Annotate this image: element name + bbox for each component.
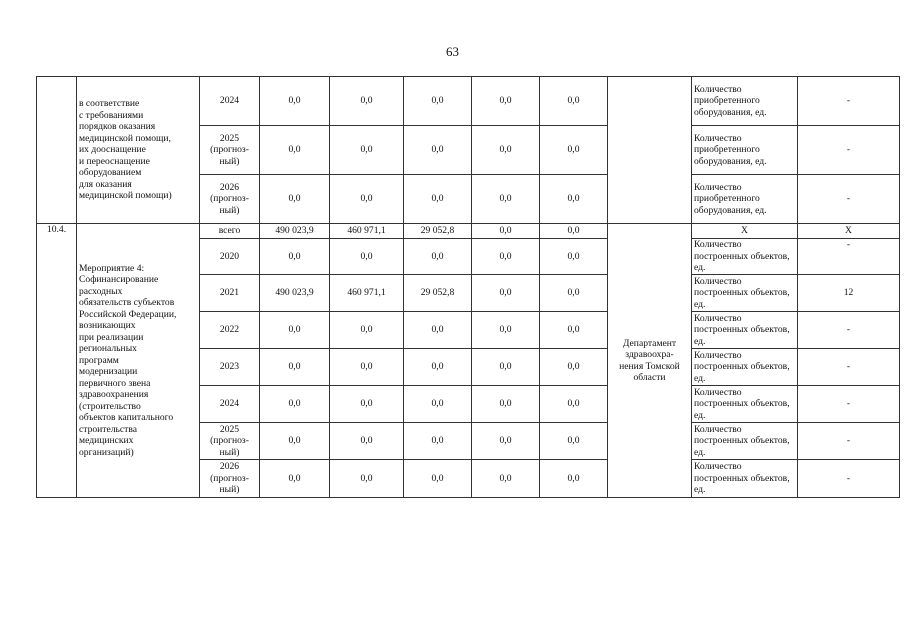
indicator-value-cell: - — [798, 175, 900, 224]
amount-cell: 0,0 — [540, 224, 608, 239]
year-cell: 2026 (прогноз- ный) — [200, 460, 260, 498]
amount-cell: 0,0 — [330, 312, 404, 349]
amount-cell: 0,0 — [260, 175, 330, 224]
table-row — [37, 224, 900, 239]
indicator-cell: Количество построенных объектов, ед. — [692, 386, 798, 423]
amount-cell: 0,0 — [404, 460, 472, 498]
amount-cell: 0,0 — [404, 312, 472, 349]
amount-cell: 490 023,9 — [260, 275, 330, 312]
amount-cell: 0,0 — [330, 77, 404, 126]
amount-cell: 0,0 — [540, 460, 608, 498]
amount-cell: 0,0 — [260, 312, 330, 349]
indicator-value-cell: - — [798, 460, 900, 498]
amount-cell: 0,0 — [260, 423, 330, 460]
amount-cell: 0,0 — [404, 386, 472, 423]
amount-cell: 0,0 — [472, 224, 540, 239]
amount-cell: 490 023,9 — [260, 224, 330, 239]
amount-cell: 0,0 — [260, 386, 330, 423]
measure-description: Мероприятие 4: Софинансирование расходных обязательств субъектов Российской Федерации, возникающих при реализации региональных программ модернизации первичного звена здравоохранения (строительство объектов капитального строительства медицинских организаций) — [77, 224, 200, 498]
amount-cell: 0,0 — [260, 77, 330, 126]
row-number-cell: 10.4. — [37, 224, 77, 498]
year-cell: 2025 (прогноз- ный) — [200, 423, 260, 460]
measure-description: в соответствие с требованиями порядков оказания медицинской помощи, их дооснащение и переоснащение оборудованием для оказания медицинской помощи) — [77, 77, 200, 224]
indicator-value-cell: 12 — [798, 275, 900, 312]
amount-cell: 0,0 — [472, 460, 540, 498]
amount-cell: 0,0 — [404, 126, 472, 175]
indicator-value-cell: - — [798, 126, 900, 175]
amount-cell: 0,0 — [472, 312, 540, 349]
amount-cell: 0,0 — [404, 77, 472, 126]
table-row — [37, 77, 900, 126]
department-cell — [608, 77, 692, 224]
amount-cell: 0,0 — [404, 423, 472, 460]
year-cell: 2022 — [200, 312, 260, 349]
year-cell: всего — [200, 224, 260, 239]
amount-cell: 0,0 — [472, 349, 540, 386]
indicator-cell: Количество построенных объектов, ед. — [692, 460, 798, 498]
indicator-value-cell: - — [798, 239, 900, 275]
amount-cell: 0,0 — [472, 423, 540, 460]
indicator-cell: Количество построенных объектов, ед. — [692, 239, 798, 275]
year-cell: 2020 — [200, 239, 260, 275]
indicator-cell: Количество построенных объектов, ед. — [692, 275, 798, 312]
indicator-value-cell: - — [798, 423, 900, 460]
amount-cell: 0,0 — [260, 349, 330, 386]
indicator-value-cell: - — [798, 349, 900, 386]
year-cell: 2021 — [200, 275, 260, 312]
amount-cell: 0,0 — [540, 77, 608, 126]
program-table — [36, 76, 900, 498]
indicator-cell: Количество построенных объектов, ед. — [692, 312, 798, 349]
amount-cell: 0,0 — [330, 349, 404, 386]
indicator-value-cell: - — [798, 312, 900, 349]
amount-cell: 29 052,8 — [404, 275, 472, 312]
amount-cell: 0,0 — [540, 126, 608, 175]
indicator-value-cell: - — [798, 386, 900, 423]
indicator-cell: X — [692, 224, 798, 239]
year-cell: 2024 — [200, 386, 260, 423]
amount-cell: 0,0 — [330, 126, 404, 175]
amount-cell: 0,0 — [472, 386, 540, 423]
amount-cell: 0,0 — [404, 175, 472, 224]
indicator-value-cell: X — [798, 224, 900, 239]
amount-cell: 0,0 — [540, 386, 608, 423]
indicator-value-cell: - — [798, 77, 900, 126]
department-cell: Департамент здравоохра- нения Томской области — [608, 224, 692, 498]
amount-cell: 0,0 — [330, 460, 404, 498]
row-number-cell — [37, 77, 77, 224]
amount-cell: 0,0 — [472, 126, 540, 175]
amount-cell: 29 052,8 — [404, 224, 472, 239]
amount-cell: 460 971,1 — [330, 224, 404, 239]
amount-cell: 0,0 — [260, 126, 330, 175]
amount-cell: 0,0 — [540, 239, 608, 275]
amount-cell: 0,0 — [540, 312, 608, 349]
amount-cell: 0,0 — [330, 175, 404, 224]
indicator-cell: Количество построенных объектов, ед. — [692, 423, 798, 460]
amount-cell: 0,0 — [260, 460, 330, 498]
amount-cell: 0,0 — [540, 275, 608, 312]
amount-cell: 0,0 — [540, 349, 608, 386]
year-cell: 2026 (прогноз- ный) — [200, 175, 260, 224]
amount-cell: 0,0 — [472, 275, 540, 312]
amount-cell: 0,0 — [472, 239, 540, 275]
amount-cell: 0,0 — [330, 386, 404, 423]
amount-cell: 0,0 — [540, 423, 608, 460]
indicator-cell: Количество приобретенного оборудования, ед. — [692, 77, 798, 126]
amount-cell: 0,0 — [260, 239, 330, 275]
indicator-cell: Количество приобретенного оборудования, ед. — [692, 175, 798, 224]
amount-cell: 0,0 — [404, 349, 472, 386]
amount-cell: 0,0 — [540, 175, 608, 224]
amount-cell: 0,0 — [330, 239, 404, 275]
page-number: 63 — [446, 44, 459, 59]
amount-cell: 0,0 — [330, 423, 404, 460]
amount-cell: 0,0 — [472, 77, 540, 126]
indicator-cell: Количество построенных объектов, ед. — [692, 349, 798, 386]
indicator-cell: Количество приобретенного оборудования, ед. — [692, 126, 798, 175]
amount-cell: 0,0 — [404, 239, 472, 275]
year-cell: 2024 — [200, 77, 260, 126]
year-cell: 2023 — [200, 349, 260, 386]
year-cell: 2025 (прогноз- ный) — [200, 126, 260, 175]
amount-cell: 460 971,1 — [330, 275, 404, 312]
amount-cell: 0,0 — [472, 175, 540, 224]
